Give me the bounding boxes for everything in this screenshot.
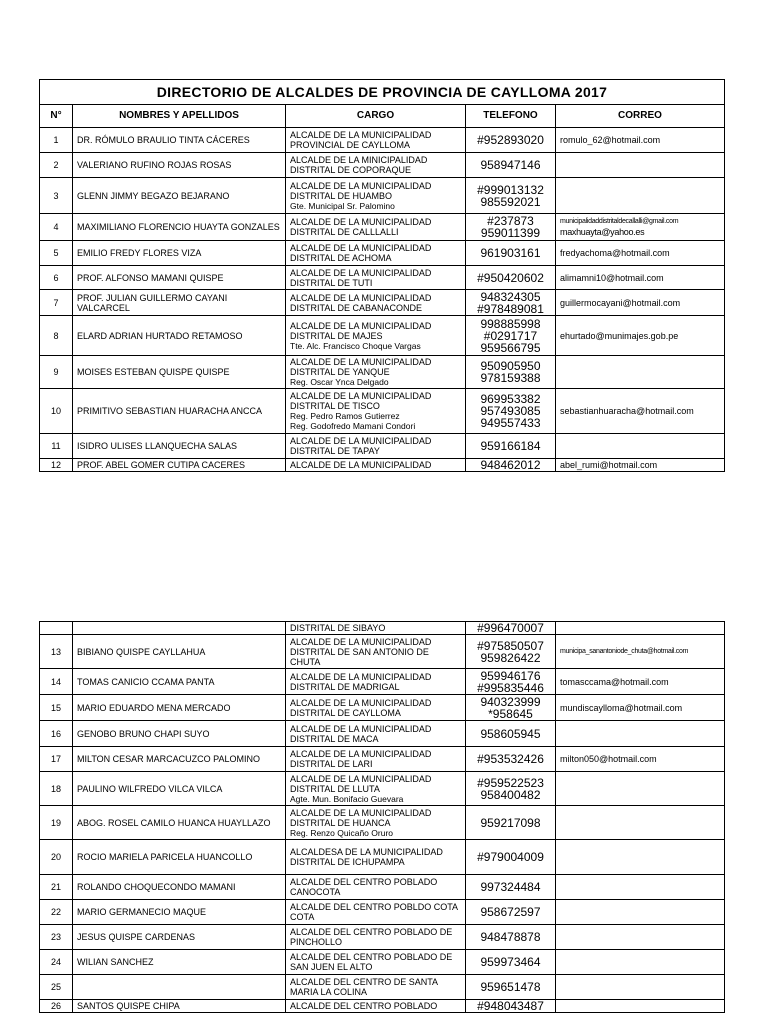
phone-number: 957493085 (480, 404, 541, 418)
phone-number: 959973464 (480, 955, 541, 969)
phone-number: #999013132 (477, 182, 544, 197)
phone-number: 950905950 (480, 359, 541, 373)
phone-number: 948478878 (480, 930, 541, 944)
correo-cell (556, 747, 725, 772)
correo-cell (556, 721, 725, 747)
telefono-cell (466, 266, 556, 290)
table-row (40, 772, 725, 806)
nombre-cell: BIBIANO QUISPE CAYLLAHUA (73, 635, 286, 669)
phone-number: #978489081 (477, 301, 544, 316)
phone-number: 998885998 (480, 316, 541, 331)
cargo-text: ALCALDE DE LA MUNICIPALIDAD DISTRITAL DE CALLLALLI (290, 217, 432, 237)
telefono-cell (466, 900, 556, 925)
table-row (40, 1000, 725, 1013)
table-row (40, 128, 725, 153)
cargo-cell (286, 356, 466, 389)
cargo-cell (286, 214, 466, 241)
cargo-note: Reg. Oscar Ynca Delgado (290, 377, 389, 387)
nombre-cell: ISIDRO ULISES LLANQUECHA SALAS (73, 434, 286, 459)
table-row (40, 178, 725, 214)
phone-number: 959011399 (480, 226, 541, 240)
table-row (40, 669, 725, 695)
table-row (40, 747, 725, 772)
telefono-cell: #996470007 (466, 622, 556, 635)
row-number: 8 (40, 316, 73, 356)
cargo-cell (286, 459, 466, 472)
cargo-text: ALCALDE DE LA MUNICIPALIDAD DISTRITAL DE MAJES (290, 320, 432, 341)
nombre-cell: MARIO GERMANECIO MAQUE (73, 900, 286, 925)
email-text: ehurtado@munimajes.gob.pe (560, 330, 679, 341)
nombre-cell: ROCIO MARIELA PARICELA HUANCOLLO (73, 840, 286, 875)
cargo-text: ALCALDE DE LA MUNICIPALIDAD DISTRITAL DE LLUTA (290, 773, 432, 794)
cargo-text: ALCALDE DE LA MUNICIPALIDAD (290, 460, 432, 470)
row-number: 25 (40, 975, 73, 1000)
phone-number: #948043487 (477, 999, 544, 1013)
email-text: milton050@hotmail.com (560, 754, 657, 764)
nombre-cell: ROLANDO CHOQUECONDO MAMANI (73, 875, 286, 900)
cargo-cell (286, 669, 466, 695)
cargo-cell (286, 747, 466, 772)
telefono-cell (466, 153, 556, 178)
phone-number: 959946176 (480, 668, 541, 683)
email-text-2: maxhuayta@yahoo.es (560, 227, 645, 237)
email-text: mundiscaylloma@hotmail.com (560, 702, 683, 713)
cargo-text: ALCALDE DEL CENTRO POBLADO (290, 1001, 438, 1011)
table-row (40, 840, 725, 875)
row-number: 16 (40, 721, 73, 747)
table-row (40, 434, 725, 459)
telefono-cell (466, 128, 556, 153)
table-row (40, 721, 725, 747)
table-row (40, 925, 725, 950)
phone-number: 948462012 (480, 458, 541, 472)
row-number: 5 (40, 241, 73, 266)
nombre-cell (73, 975, 286, 1000)
nombre-cell: PRIMITIVO SEBASTIAN HUARACHA ANCCA (73, 389, 286, 434)
correo-cell (556, 635, 725, 669)
cargo-cell (286, 695, 466, 721)
telefono-cell (466, 840, 556, 875)
cargo-cell (286, 975, 466, 1000)
phone-number: 949557433 (480, 416, 541, 430)
row-number: 22 (40, 900, 73, 925)
table-row (40, 459, 725, 472)
nombre-cell: SANTOS QUISPE CHIPA (73, 1000, 286, 1013)
correo-cell (556, 772, 725, 806)
row-number: 17 (40, 747, 73, 772)
cargo-cell (286, 290, 466, 316)
correo-cell (556, 241, 725, 266)
nombre-cell: PAULINO WILFREDO VILCA VILCA (73, 772, 286, 806)
correo-cell (556, 214, 725, 241)
nombre-cell: MILTON CESAR MARCACUZCO PALOMINO (73, 747, 286, 772)
cargo-text: ALCALDESA DE LA MUNICIPALIDAD DISTRITAL DE ICHUPAMPA (290, 847, 443, 867)
table-row (40, 900, 725, 925)
cargo-cell (286, 806, 466, 840)
telefono-cell (466, 241, 556, 266)
phone-number: 940323999 (480, 694, 541, 709)
cargo-cell (286, 950, 466, 975)
cargo-cell (286, 900, 466, 925)
phone-number: 959826422 (480, 650, 541, 665)
phone-number: 959166184 (480, 439, 541, 453)
nombre-cell: ELARD ADRIAN HURTADO RETAMOSO (73, 316, 286, 356)
email-text: fredyachoma@hotmail.com (560, 248, 670, 258)
correo-cell (556, 975, 725, 1000)
cargo-text: ALCALDE DE LA MUNICIPALIDAD DISTRITAL DE TUTI (290, 267, 432, 288)
cargo-cell (286, 635, 466, 669)
phone-number: #995835446 (477, 680, 544, 695)
nombre-cell: MARIO EDUARDO MENA MERCADO (73, 695, 286, 721)
phone-number: 978159388 (480, 371, 541, 385)
email-text: abel_rumi@hotmail.com (560, 460, 658, 470)
row-number: 1 (40, 128, 73, 153)
cargo-text: ALCALDE DE LA MUNICIPALIDAD DISTRITAL DE MADRIGAL (290, 671, 432, 692)
table-row (40, 214, 725, 241)
phone-number: *958645 (488, 706, 533, 721)
telefono-cell (466, 459, 556, 472)
cargo-text: ALCALDE DE LA MUNICIPALIDAD DISTRITAL DE SAN ANTONIO DE CHUTA (290, 636, 432, 667)
cargo-cell: DISTRITAL DE SIBAYO (286, 622, 466, 635)
directory-table-page-2 (39, 621, 725, 1013)
row-number: 24 (40, 950, 73, 975)
cargo-text: ALCALDE DE LA MUNICIPALIDAD DISTRITAL DE ACHOMA (290, 243, 432, 263)
correo-cell (556, 925, 725, 950)
row-number: 11 (40, 434, 73, 459)
phone-number: #0291717 (483, 328, 538, 343)
telefono-cell (466, 950, 556, 975)
table-row (40, 806, 725, 840)
row-number: 15 (40, 695, 73, 721)
nombre-cell: PROF. JULIAN GUILLERMO CAYANI VALCARCEL (73, 290, 286, 316)
cargo-cell (286, 875, 466, 900)
telefono-cell (466, 747, 556, 772)
cargo-cell (286, 153, 466, 178)
cargo-cell (286, 178, 466, 214)
phone-number: 959651478 (480, 980, 541, 994)
correo-cell (556, 900, 725, 925)
correo-cell (556, 389, 725, 434)
nombre-cell: TOMAS CANICIO CCAMA PANTA (73, 669, 286, 695)
row-number: 4 (40, 214, 73, 241)
phone-number: 958605945 (480, 726, 541, 741)
nombre-cell: EMILIO FREDY FLORES VIZA (73, 241, 286, 266)
correo-cell (556, 669, 725, 695)
phone-number: #950420602 (477, 270, 544, 285)
row-number: 18 (40, 772, 73, 806)
telefono-cell (466, 178, 556, 214)
correo-cell (556, 459, 725, 472)
telefono-cell (466, 925, 556, 950)
cargo-cell (286, 266, 466, 290)
row-number: 21 (40, 875, 73, 900)
correo-cell (556, 356, 725, 389)
col-header-num: N° (40, 105, 73, 128)
telefono-cell (466, 635, 556, 669)
correo-cell (556, 316, 725, 356)
cargo-cell (286, 128, 466, 153)
row-number: 20 (40, 840, 73, 875)
phone-number: 958400482 (480, 787, 541, 802)
correo-cell (556, 695, 725, 721)
nombre-cell: VALERIANO RUFINO ROJAS ROSAS (73, 153, 286, 178)
phone-number: #953532426 (477, 752, 544, 766)
cargo-cell (286, 925, 466, 950)
row-number: 6 (40, 266, 73, 290)
cargo-text: ALCALDE DE LA MUNICIPALIDAD DISTRITAL DE MACA (290, 723, 432, 744)
cargo-text: ALCALDE DE LA MUNICIPALIDAD DISTRITAL DE HUANCA (290, 807, 432, 828)
row-number: 3 (40, 178, 73, 214)
cargo-cell (286, 241, 466, 266)
cargo-note: Agte. Mun. Bonifacio Guevara (290, 793, 404, 804)
cargo-cell (286, 840, 466, 875)
nombre-cell: GENOBO BRUNO CHAPI SUYO (73, 721, 286, 747)
row-number: 12 (40, 459, 73, 472)
nombre-cell: PROF. ALFONSO MAMANI QUISPE (73, 266, 286, 290)
phone-number: #952893020 (477, 133, 544, 147)
col-header-cargo: CARGO (286, 105, 466, 128)
row-number: 7 (40, 290, 73, 316)
row-number: 13 (40, 635, 73, 669)
cargo-text: ALCALDE DE LA MUNICIPALIDAD DISTRITAL DE TISCO (290, 391, 432, 411)
cargo-note: Tte. Alc. Francisco Choque Vargas (290, 340, 421, 351)
table-row-continuation (40, 622, 725, 635)
email-text: tomasccama@hotmail.com (560, 676, 669, 687)
table-row (40, 356, 725, 389)
row-number: 9 (40, 356, 73, 389)
correo-cell (556, 153, 725, 178)
cargo-text: ALCALDE DE LA MINICIPALIDAD DISTRITAL DE COPORAQUE (290, 155, 428, 175)
email-text: romulo_62@hotmail.com (560, 135, 661, 145)
row-number: 23 (40, 925, 73, 950)
nombre-cell: GLENN JIMMY BEGAZO BEJARANO (73, 178, 286, 214)
table-row (40, 266, 725, 290)
telefono-cell (466, 214, 556, 241)
cargo-note: Reg. Renzo Quicaño Oruro (290, 827, 393, 838)
correo-cell (556, 806, 725, 840)
cargo-note: Reg. Pedro Ramos Gutierrez (290, 411, 400, 421)
row-number: 10 (40, 389, 73, 434)
nombre-cell: WILIAN SANCHEZ (73, 950, 286, 975)
cargo-cell (286, 1000, 466, 1013)
telefono-cell (466, 772, 556, 806)
cargo-text: ALCALDE DE LA MUNICIPALIDAD DISTRITAL DE YANQUE (290, 357, 432, 377)
cargo-text: ALCALDE DEL CENTRO POBLADO DE SAN JUEN EL ALTO (290, 952, 453, 972)
phone-number: #237873 (487, 214, 534, 228)
cargo-cell (286, 772, 466, 806)
cargo-text: ALCALDE DEL CENTRO POBLDO COTA COTA (290, 902, 458, 922)
phone-number: 959217098 (480, 815, 541, 830)
telefono-cell (466, 290, 556, 316)
email-text: sebastianhuaracha@hotmail.com (560, 406, 694, 416)
cargo-note: Gte. Municipal Sr. Palomino (290, 200, 395, 211)
cargo-cell (286, 434, 466, 459)
correo-cell (556, 950, 725, 975)
phone-number: #979004009 (477, 850, 544, 864)
correo-cell (556, 840, 725, 875)
table-row (40, 316, 725, 356)
telefono-cell (466, 695, 556, 721)
nombre-cell: PROF. ABEL GOMER CUTIPA CACERES (73, 459, 286, 472)
email-text: municipalidaddistritaldecallalli@gmail.com (560, 218, 679, 225)
phone-number: 985592021 (480, 194, 541, 209)
correo-cell (556, 875, 725, 900)
table-row (40, 389, 725, 434)
row-number: 19 (40, 806, 73, 840)
nombre-cell: MAXIMILIANO FLORENCIO HUAYTA GONZALES (73, 214, 286, 241)
phone-number: #975850507 (477, 638, 544, 653)
telefono-cell (466, 389, 556, 434)
table-row (40, 635, 725, 669)
telefono-cell (466, 316, 556, 356)
phone-number: 958672597 (480, 905, 541, 919)
table-row (40, 875, 725, 900)
email-text: alimamni10@hotmail.com (560, 272, 664, 283)
cargo-cell (286, 316, 466, 356)
cargo-cell (286, 389, 466, 434)
phone-number: 959566795 (480, 340, 541, 355)
row-number: 2 (40, 153, 73, 178)
cargo-cell (286, 721, 466, 747)
correo-cell (556, 266, 725, 290)
cargo-text: ALCALDE DE LA MUNICIPALIDAD PROVINCIAL DE CAYLLOMA (290, 130, 432, 150)
telefono-cell (466, 875, 556, 900)
correo-cell (556, 128, 725, 153)
col-header-telefono: TELEFONO (466, 105, 556, 128)
row-number: 14 (40, 669, 73, 695)
telefono-cell (466, 975, 556, 1000)
row-number: 26 (40, 1000, 73, 1013)
email-text: municipa_sanantoniode_chuta@hotmail.com (560, 647, 689, 655)
table-row (40, 153, 725, 178)
phone-number: 969953382 (480, 392, 541, 406)
correo-cell (556, 178, 725, 214)
cargo-text: ALCALDE DE LA MUNICIPALIDAD DISTRITAL DE CAYLLOMA (290, 697, 432, 718)
correo-cell (556, 290, 725, 316)
page-title: DIRECTORIO DE ALCALDES DE PROVINCIA DE CAYLLOMA 2017 (40, 80, 725, 105)
telefono-cell (466, 356, 556, 389)
telefono-cell (466, 669, 556, 695)
email-text: guillermocayani@hotmail.com (560, 297, 681, 308)
telefono-cell (466, 1000, 556, 1013)
col-header-correo: CORREO (556, 105, 725, 128)
table-row (40, 975, 725, 1000)
telefono-cell (466, 721, 556, 747)
cargo-text: ALCALDE DE LA MUNICIPALIDAD DISTRITAL DE TAPAY (290, 436, 432, 456)
cargo-text: ALCALDE DEL CENTRO DE SANTA MARIA LA COLINA (290, 977, 438, 997)
nombre-cell: DR. RÓMULO BRAULIO TINTA CÁCERES (73, 128, 286, 153)
telefono-cell (466, 806, 556, 840)
cargo-text: ALCALDE DE LA MUNICIPALIDAD DISTRITAL DE HUAMBO (290, 180, 432, 201)
nombre-cell: ABOG. ROSEL CAMILO HUANCA HUAYLLAZO (73, 806, 286, 840)
correo-cell (556, 434, 725, 459)
phone-number: #959522523 (477, 775, 544, 790)
cargo-text: ALCALDE DEL CENTRO POBLADO CANOCOTA (290, 877, 438, 897)
table-row (40, 950, 725, 975)
nombre-cell: JESUS QUISPE CARDENAS (73, 925, 286, 950)
telefono-cell (466, 434, 556, 459)
table-row (40, 695, 725, 721)
correo-cell (556, 1000, 725, 1013)
cargo-note: Reg. Godofredo Mamani Condori (290, 421, 416, 431)
phone-number: 961903161 (480, 246, 541, 260)
phone-number: 948324305 (480, 289, 541, 304)
phone-number: 958947146 (480, 158, 541, 172)
directory-table-page-1 (39, 79, 725, 472)
phone-number: 997324484 (480, 880, 541, 894)
cargo-text: ALCALDE DE LA MUNICIPALIDAD DISTRITAL DE CABANACONDE (290, 292, 432, 313)
table-row (40, 241, 725, 266)
cargo-text: ALCALDE DEL CENTRO POBLADO DE PINCHOLLO (290, 927, 453, 947)
cargo-text: ALCALDE DE LA MUNICIPALIDAD DISTRITAL DE LARI (290, 749, 432, 769)
table-row (40, 290, 725, 316)
col-header-nombres: NOMBRES Y APELLIDOS (73, 105, 286, 128)
nombre-cell: MOISES ESTEBAN QUISPE QUISPE (73, 356, 286, 389)
